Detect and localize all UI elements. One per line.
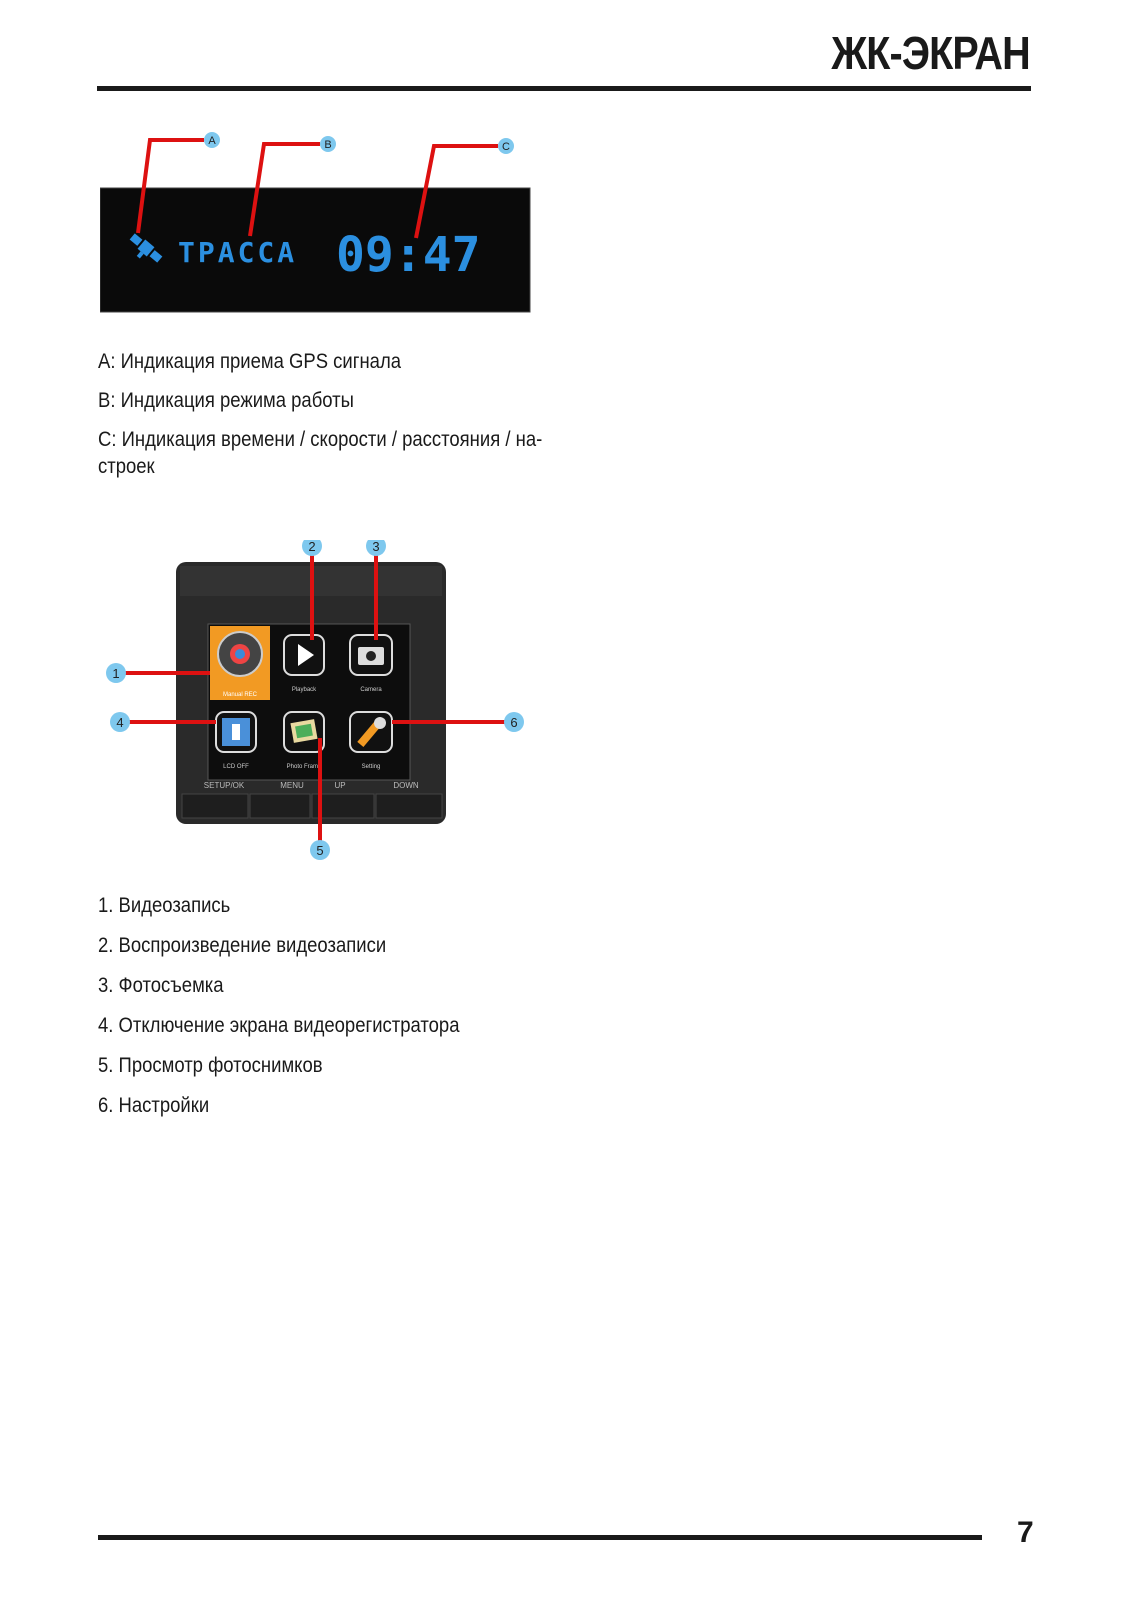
device-figure xyxy=(104,540,534,870)
callout-2-badge xyxy=(302,540,322,556)
list-item: 1. Видеозапись xyxy=(98,894,231,917)
menu-button xyxy=(250,794,310,818)
setting-label: Setting xyxy=(361,764,381,770)
page-title: ЖК-ЭКРАН xyxy=(831,27,1030,79)
callout-c-badge xyxy=(498,138,514,154)
legend-item-c xyxy=(98,426,556,480)
down-button xyxy=(376,794,442,818)
top-divider xyxy=(97,86,1031,91)
legend-item-c-line2: строек xyxy=(98,455,155,478)
list-item: 4. Отключение экрана видеорегистратора xyxy=(98,1014,460,1037)
list-item: 3. Фотосъемка xyxy=(98,974,224,997)
legend-item-a: A: Индикация приема GPS сигнала xyxy=(98,350,402,373)
legend-item-b: B: Индикация режима работы xyxy=(98,389,354,412)
callout-3-label: 3 xyxy=(372,540,380,554)
callout-4-label: 4 xyxy=(116,715,124,730)
callout-2-label: 2 xyxy=(308,540,316,554)
callout-4-badge xyxy=(110,712,130,732)
manual-rec-label: Manual REC xyxy=(222,692,258,698)
camera-label: Camera xyxy=(360,687,382,693)
callout-a-badge xyxy=(204,132,220,148)
setup-button xyxy=(182,794,248,818)
bottom-divider xyxy=(98,1535,982,1540)
callout-5-label: 5 xyxy=(316,843,324,858)
photo-frame-label: Photo Frame xyxy=(286,764,322,770)
lcd-off-icon xyxy=(216,712,256,752)
setup-button-label: SETUP/OK xyxy=(203,781,245,790)
callout-5-badge xyxy=(310,840,330,860)
device-illustration xyxy=(104,540,534,870)
callout-b-badge xyxy=(320,136,336,152)
lcd-time-text: 09:47 xyxy=(336,227,481,283)
manual-rec-icon xyxy=(218,632,262,676)
callout-a-label: A xyxy=(208,135,216,147)
lcd-off-label: LCD OFF xyxy=(223,764,249,770)
lcd-illustration xyxy=(100,130,550,330)
lcd-mode-text: ТРАССА xyxy=(178,236,298,269)
callout-3-badge xyxy=(366,540,386,556)
playback-label: Playback xyxy=(291,687,317,693)
menu-button-label: MENU xyxy=(280,781,304,790)
up-button-label: UP xyxy=(334,781,346,790)
setting-icon xyxy=(350,712,392,752)
page-number: 7 xyxy=(1017,1516,1034,1549)
down-button-label: DOWN xyxy=(393,781,419,790)
playback-icon xyxy=(284,635,324,675)
callout-6-badge xyxy=(504,712,524,732)
callout-b-label: B xyxy=(324,139,332,151)
list-item: 6. Настройки xyxy=(98,1094,210,1117)
lcd-figure xyxy=(100,130,550,330)
callout-c-label: C xyxy=(502,141,510,153)
callout-1-badge xyxy=(106,663,126,683)
function-list xyxy=(98,893,509,1133)
camera-icon xyxy=(350,635,392,675)
list-item: 2. Воспроизведение видеозаписи xyxy=(98,934,387,957)
list-item: 5. Просмотр фотоснимков xyxy=(98,1054,323,1077)
callout-6-label: 6 xyxy=(510,715,518,730)
callout-1-label: 1 xyxy=(112,666,120,681)
lcd-legend xyxy=(98,348,558,480)
legend-item-c-line1: C: Индикация времени / скорости / расстояния / на- xyxy=(98,428,543,451)
